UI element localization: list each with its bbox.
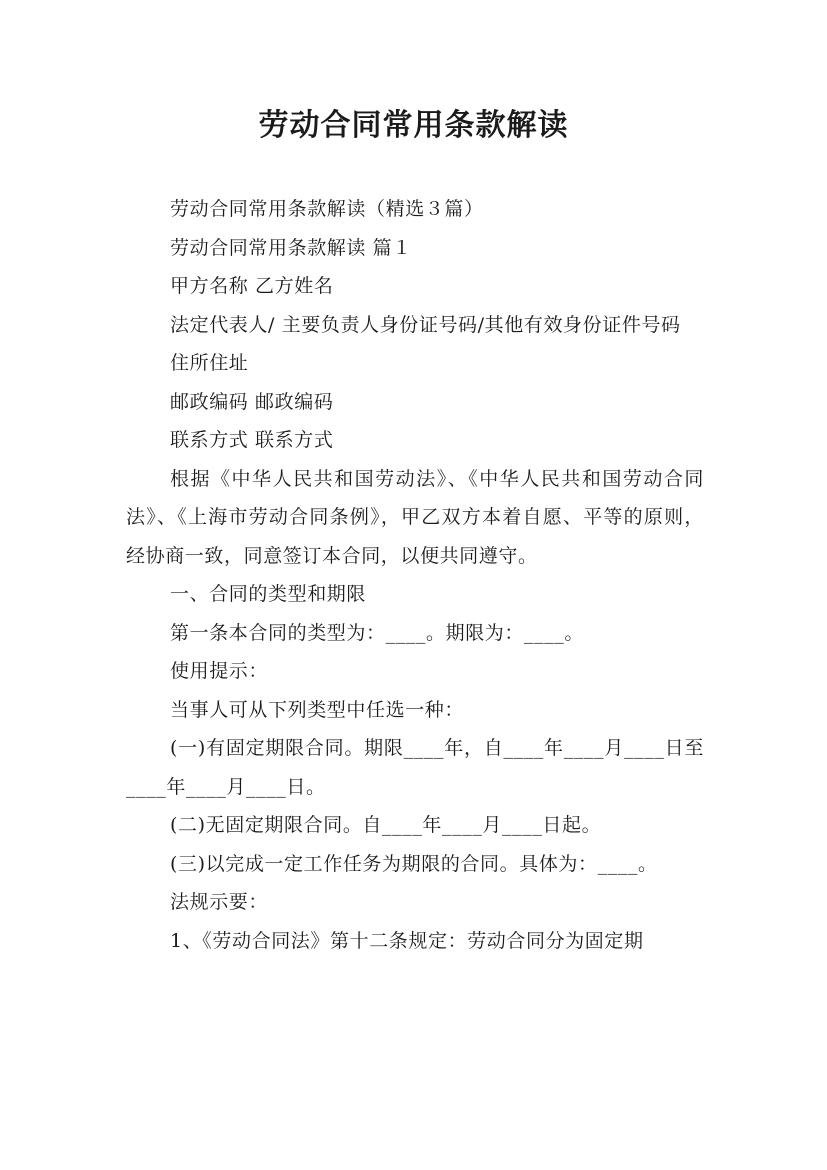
paragraph: 法定代表人/ 主要负责人身份证号码/其他有效身份证件号码	[170, 313, 681, 336]
paragraph: 第一条本合同的类型为：____。期限为：____。	[170, 621, 585, 644]
paragraph: 邮政编码 邮政编码	[170, 390, 334, 413]
document-body	[126, 190, 704, 960]
paragraph: (一)有固定期限合同。期限____年，自____年____月____日至____年____月____日。	[126, 737, 704, 798]
paragraph: 当事人可从下列类型中任选一种：	[170, 698, 465, 721]
paragraph: 1、《劳动合同法》第十二条规定：劳动合同分为固定期	[170, 929, 644, 952]
paragraph: (三)以完成一定工作任务为期限的合同。具体为：____。	[170, 852, 658, 875]
paragraph: 甲方名称 乙方姓名	[170, 275, 334, 297]
paragraph: 一、合同的类型和期限	[170, 583, 367, 605]
paragraph: 劳动合同常用条款解读 篇１	[170, 236, 412, 259]
paragraph: 联系方式 联系方式	[170, 429, 334, 451]
paragraph: 劳动合同常用条款解读（精选３篇）	[170, 198, 484, 220]
paragraph: 住所住址	[170, 352, 249, 374]
paragraph: 根据《中华人民共和国劳动法》、《中华人民共和国劳动合同法》、《上海市劳动合同条例》，甲乙双方本着自愿、平等的原则，经协商一致，同意签订本合同，以便共同遵守。	[126, 467, 704, 567]
paragraph: 使用提示：	[170, 660, 269, 682]
paragraph: (二)无固定期限合同。自____年____月____日起。	[170, 814, 602, 836]
document-title: 劳动合同常用条款解读	[258, 108, 569, 143]
paragraph: 法规示要：	[170, 891, 269, 913]
